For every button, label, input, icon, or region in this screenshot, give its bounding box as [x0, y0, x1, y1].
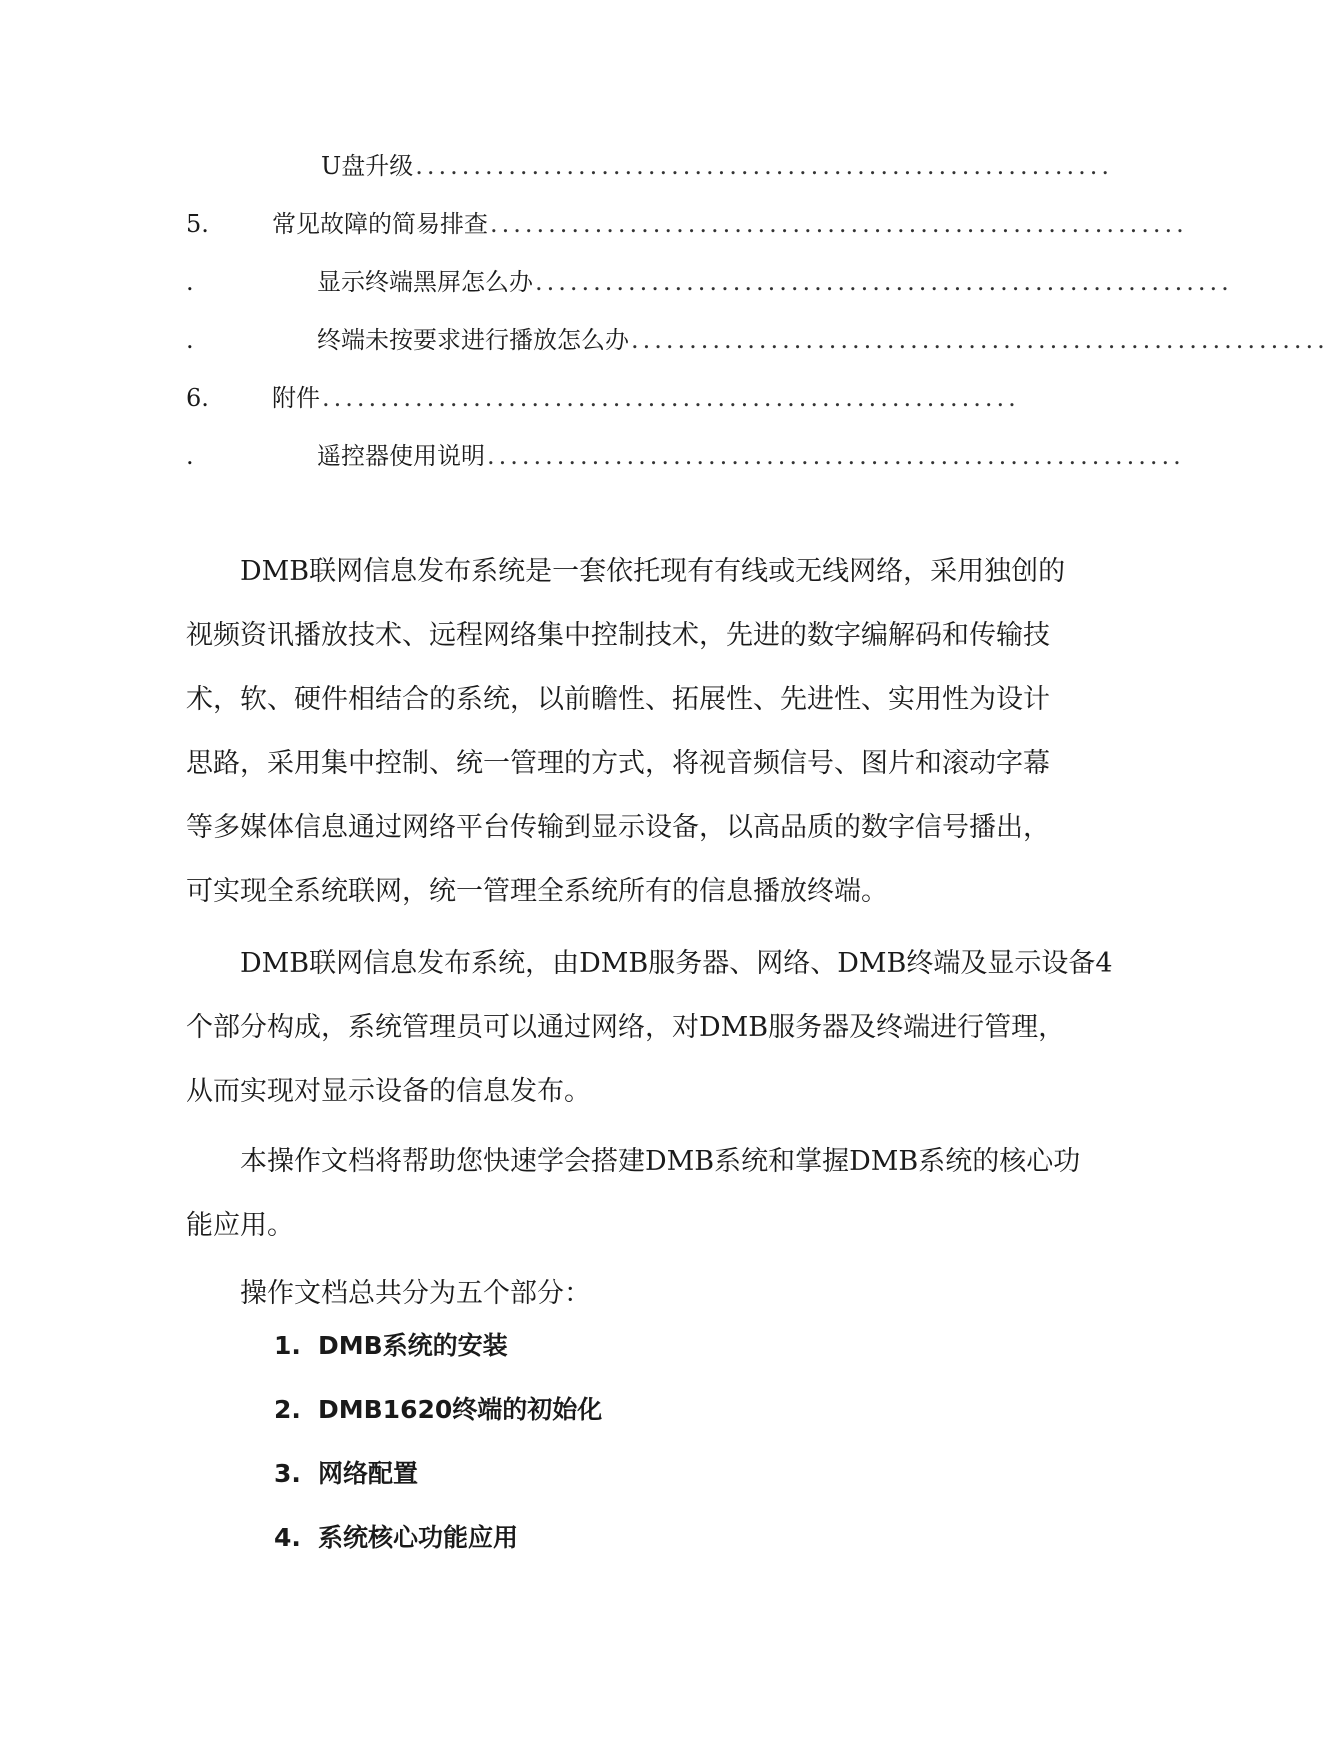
toc-number: 5. — [186, 210, 209, 238]
outline-number: 3. — [274, 1459, 301, 1488]
outline-item — [274, 1390, 602, 1430]
outline-number: 4. — [274, 1523, 301, 1552]
outline-text: DMB系统的安装 — [318, 1331, 508, 1360]
outline-number: 1. — [274, 1331, 301, 1360]
toc-title: 显示终端黑屏怎么办 — [317, 268, 533, 296]
toc-entry[interactable] — [186, 146, 1113, 186]
paragraph-line: 从而实现对显示设备的信息发布。 — [186, 1076, 591, 1107]
paragraph-line: 能应用。 — [186, 1210, 294, 1241]
toc-number: . — [186, 442, 194, 470]
body-paragraph — [186, 1262, 1046, 1326]
toc-leader-dots: ............................................................ — [487, 442, 1185, 470]
outline-number: 2. — [274, 1395, 301, 1424]
toc-leader-dots: ............................................................ — [322, 384, 1020, 412]
outline-text: 网络配置 — [318, 1459, 419, 1488]
body-paragraph — [186, 932, 1113, 1124]
toc-title: 遥控器使用说明 — [317, 442, 485, 470]
outline-item — [274, 1454, 418, 1494]
toc-entry[interactable] — [186, 320, 1329, 360]
paragraph-line: 本操作文档将帮助您快速学会搭建DMB系统和掌握DMB系统的核心功 — [240, 1146, 1081, 1177]
toc-entry[interactable] — [186, 262, 1233, 302]
paragraph-line: 个部分构成，系统管理员可以通过网络，对DMB服务器及终端进行管理， — [186, 1012, 1066, 1043]
toc-leader-dots: ............................................................ — [535, 268, 1233, 296]
toc-entry[interactable] — [186, 436, 1185, 476]
toc-number: . — [186, 268, 194, 296]
toc-number: . — [186, 326, 194, 354]
toc-leader-dots: ............................................................ — [490, 210, 1188, 238]
outline-item — [274, 1326, 508, 1366]
outline-text: DMB1620终端的初始化 — [318, 1395, 603, 1424]
paragraph-line: 可实现全系统联网，统一管理全系统所有的信息播放终端。 — [186, 876, 888, 907]
paragraph-line: DMB联网信息发布系统是一套依托现有有线或无线网络，采用独创的 — [240, 556, 1066, 587]
toc-title: 常见故障的简易排查 — [272, 210, 488, 238]
toc-entry[interactable] — [186, 204, 1188, 244]
paragraph-line: 等多媒体信息通过网络平台传输到显示设备，以高品质的数字信号播出， — [186, 812, 1050, 843]
toc-number: 6. — [186, 384, 209, 412]
toc-title: 终端未按要求进行播放怎么办 — [317, 326, 629, 354]
body-paragraph — [186, 540, 1066, 924]
toc-leader-dots: ............................................................ — [631, 326, 1329, 354]
body-paragraph — [186, 1130, 1081, 1258]
outline-text: 系统核心功能应用 — [318, 1523, 519, 1552]
paragraph-line: 术，软、硬件相结合的系统，以前瞻性、拓展性、先进性、实用性为设计 — [186, 684, 1050, 715]
toc-entry[interactable] — [186, 378, 1042, 418]
paragraph-line: 视频资讯播放技术、远程网络集中控制技术，先进的数字编解码和传输技 — [186, 620, 1050, 651]
paragraph-line: 思路，采用集中控制、统一管理的方式，将视音频信号、图片和滚动字幕 — [186, 748, 1050, 779]
outline-item — [274, 1518, 518, 1558]
toc-title: U盘升级 — [321, 152, 414, 180]
paragraph-line: 操作文档总共分为五个部分： — [240, 1278, 591, 1309]
toc-title: 附件 — [272, 384, 320, 412]
toc-leader-dots: ............................................................ — [415, 152, 1113, 180]
paragraph-line: DMB联网信息发布系统，由DMB服务器、网络、DMB终端及显示设备4 — [240, 948, 1113, 979]
